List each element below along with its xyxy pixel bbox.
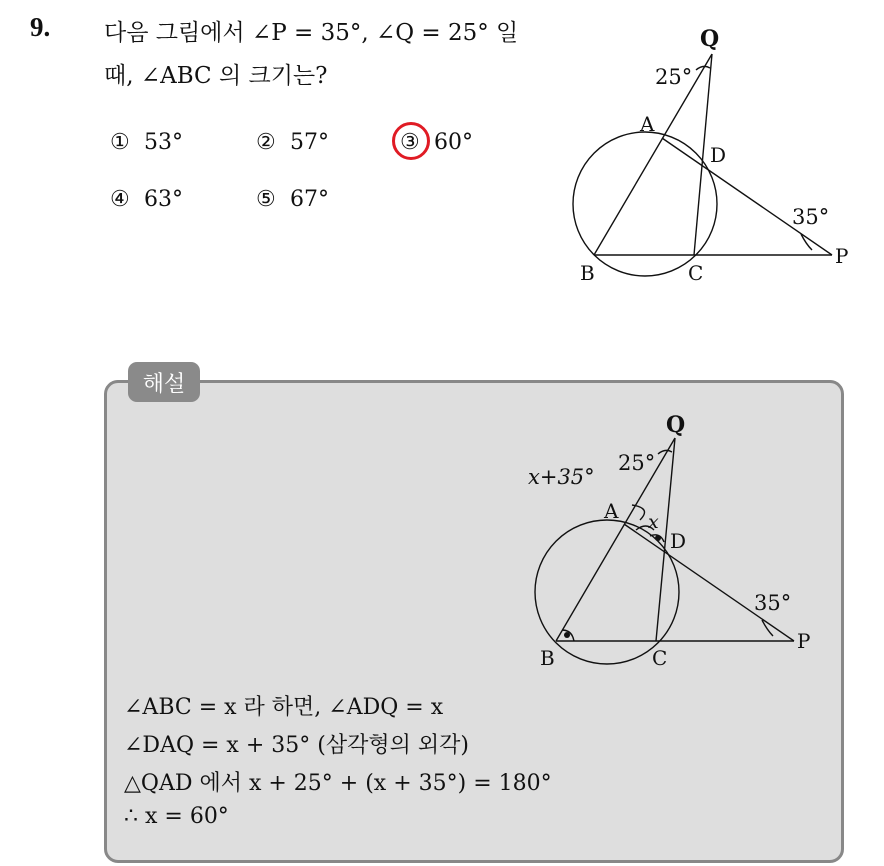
solution-line-4: ∴ x = 60° — [124, 804, 229, 829]
solution-label-d: D — [670, 529, 687, 553]
solution-dot-b — [564, 632, 570, 638]
angle-p-label: 35° — [792, 205, 830, 229]
solution-dot-d — [655, 535, 661, 541]
solution-angle-q-label: 25° — [618, 451, 656, 475]
label-d: D — [710, 143, 727, 167]
choice-2-number: ② — [256, 130, 276, 155]
solution-angle-p-label: 35° — [754, 591, 792, 615]
solution-line-3: △QAD 에서 x + 25° + (x + 35°) = 180° — [124, 771, 552, 796]
solution-label-c: C — [652, 646, 668, 670]
solution-line-a-p — [624, 524, 794, 641]
question-text-line2: 때, ∠ABC 의 크기는? — [104, 63, 328, 89]
label-q: Q — [700, 26, 720, 52]
choice-4-number: ④ — [110, 187, 130, 212]
solution-angle-x-label: x — [648, 511, 659, 533]
solution-label-p: P — [797, 629, 811, 653]
choice-1-number: ① — [110, 130, 130, 155]
label-p: P — [835, 244, 849, 268]
question-number: 9. — [30, 12, 51, 42]
label-a: A — [640, 112, 655, 136]
label-b: B — [580, 261, 595, 285]
choice-3-number: ③ — [400, 130, 420, 155]
solution-label-q: Q — [666, 412, 686, 438]
solution-tag: 해설 — [128, 362, 200, 402]
solution-arc-q — [658, 450, 672, 454]
angle-q-label: 25° — [655, 65, 693, 89]
choice-3-value: 60° — [434, 130, 473, 155]
choice-2-value: 57° — [290, 130, 329, 155]
solution-angle-x35-label: x+35° — [528, 465, 595, 489]
solution-circle — [535, 520, 679, 664]
solution-label-b: B — [540, 646, 555, 670]
choice-5-value: 67° — [290, 187, 329, 212]
solution-line-1: ∠ABC = x 라 하면, ∠ADQ = x — [124, 695, 444, 720]
label-c: C — [688, 261, 704, 285]
solution-label-a: A — [604, 499, 619, 523]
choice-1-value: 53° — [144, 130, 183, 155]
solution-line-2: ∠DAQ = x + 35° (삼각형의 외각) — [124, 733, 469, 758]
choice-5-number: ⑤ — [256, 187, 276, 212]
question-text-line1: 다음 그림에서 ∠P = 35°, ∠Q = 25° 일 — [104, 20, 519, 46]
choice-4-value: 63° — [144, 187, 183, 212]
